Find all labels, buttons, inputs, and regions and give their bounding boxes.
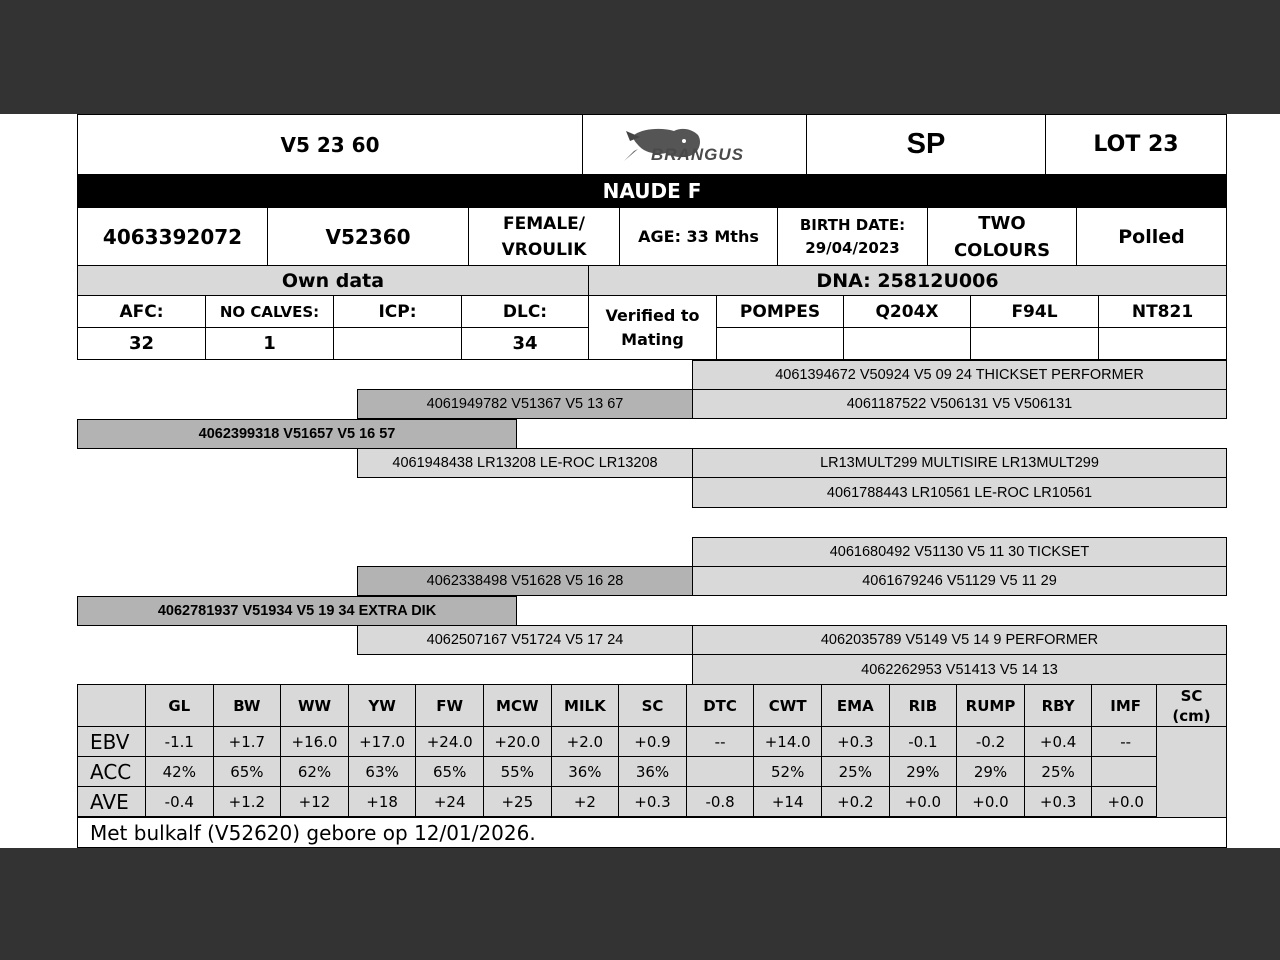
icp-header: ICP: (333, 295, 462, 328)
ebv-cell: 29% (956, 756, 1025, 787)
sex-line2: VROULIK (501, 239, 587, 260)
ebv-cell: -0.8 (686, 786, 755, 817)
ebv-cell: +18 (348, 786, 417, 817)
ebv-col-header-rib: RIB (889, 684, 958, 727)
id-code: V5 23 60 (77, 114, 583, 175)
dam-dam-sire: 4062035789 V5149 V5 14 9 PERFORMER (692, 625, 1227, 655)
ebv-cell: 42% (145, 756, 214, 787)
ebv-cell (1091, 756, 1160, 787)
ebv-row-label-ebv: EBV (77, 726, 146, 757)
sire-sire: 4061949782 V51367 V5 13 67 (357, 389, 693, 419)
ebv-col-header-bw: BW (213, 684, 282, 727)
sire-sire-dam: 4061187522 V506131 V5 V506131 (692, 389, 1227, 419)
dna-pompes-value (716, 327, 844, 360)
ebv-cell: 25% (1024, 756, 1093, 787)
sire-sire-sire: 4061394672 V50924 V5 09 24 THICKSET PERFORMER (692, 360, 1227, 390)
ebv-cell: +25 (483, 786, 552, 817)
own-data-title: Own data (77, 265, 589, 296)
ebv-cell: +0.0 (956, 786, 1025, 817)
grade: SP (806, 114, 1046, 175)
ebv-cell: +12 (280, 786, 349, 817)
ebv-col-header-fw: FW (415, 684, 484, 727)
dlc-value: 34 (461, 327, 589, 360)
dam-dam: 4062507167 V51724 V5 17 24 (357, 625, 693, 655)
birth-date-value: 29/04/2023 (805, 238, 900, 257)
ebv-col-header-milk: MILK (551, 684, 620, 727)
dna-f94l-value (970, 327, 1099, 360)
dam-sire: 4062338498 V51628 V5 16 28 (357, 566, 693, 596)
ebv-cell: +0.0 (1091, 786, 1160, 817)
no-calves-value: 1 (205, 327, 334, 360)
ebv-cell: -- (686, 726, 755, 757)
sire: 4062399318 V51657 V5 16 57 (77, 419, 517, 449)
ebv-col-header-mcw: MCW (483, 684, 552, 727)
sc-cm-value (1156, 726, 1227, 818)
ebv-cell: +16.0 (280, 726, 349, 757)
ebv-cell: 65% (415, 756, 484, 787)
dam-sire-sire: 4061680492 V51130 V5 11 30 TICKSET (692, 537, 1227, 567)
dam-sire-dam: 4061679246 V51129 V5 11 29 (692, 566, 1227, 596)
sex (468, 207, 620, 266)
birth-date (777, 207, 928, 266)
sire-dam-sire: LR13MULT299 MULTISIRE LR13MULT299 (692, 448, 1227, 478)
ebv-col-header-yw: YW (348, 684, 417, 727)
ebv-cell: +2 (551, 786, 620, 817)
ebv-cell: +0.4 (1024, 726, 1093, 757)
ebv-cell: +14.0 (753, 726, 822, 757)
verified-line1: Verified to (605, 305, 700, 325)
horn-status: Polled (1076, 207, 1227, 266)
verified-line2: Mating (621, 329, 684, 349)
dam: 4062781937 V51934 V5 19 34 EXTRA DIK (77, 596, 517, 626)
ebv-col-header-imf: IMF (1091, 684, 1160, 727)
ebv-cell: +1.2 (213, 786, 282, 817)
ebv-col-header-rby: RBY (1024, 684, 1093, 727)
sc-cm-header (1156, 684, 1227, 727)
ebv-cell: 62% (280, 756, 349, 787)
ebv-cell: 29% (889, 756, 958, 787)
dna-q204x-header: Q204X (843, 295, 971, 328)
ebv-cell: 65% (213, 756, 282, 787)
colour-line1: TWO (978, 212, 1026, 234)
ebv-cell: 63% (348, 756, 417, 787)
tattoo: V52360 (267, 207, 469, 266)
ebv-cell: -0.1 (889, 726, 958, 757)
ebv-corner-header (77, 684, 146, 727)
ebv-col-header-cwt: CWT (753, 684, 822, 727)
ebv-cell: +0.3 (1024, 786, 1093, 817)
ebv-cell: 36% (551, 756, 620, 787)
ebv-cell: +17.0 (348, 726, 417, 757)
ebv-cell: 52% (753, 756, 822, 787)
lot-number: LOT 23 (1045, 114, 1227, 175)
afc-value: 32 (77, 327, 206, 360)
dlc-header: DLC: (461, 295, 589, 328)
ebv-cell: 36% (618, 756, 687, 787)
ebv-cell: -- (1091, 726, 1160, 757)
icp-value (333, 327, 462, 360)
sire-dam-dam: 4061788443 LR10561 LE-ROC LR10561 (692, 477, 1227, 508)
ebv-cell: +2.0 (551, 726, 620, 757)
registration-number: 4063392072 (77, 207, 268, 266)
ebv-cell: -0.4 (145, 786, 214, 817)
catalogue-card (0, 114, 1280, 848)
no-calves-header: NO CALVES: (205, 295, 334, 328)
brangus-logo (582, 114, 807, 175)
animal-name: NAUDE F (77, 174, 1227, 208)
colour (927, 207, 1077, 266)
ebv-cell: 25% (821, 756, 890, 787)
ebv-cell: +1.7 (213, 726, 282, 757)
sex-line1: FEMALE/ (503, 213, 585, 234)
ebv-row-label-acc: ACC (77, 756, 146, 787)
ebv-cell: +14 (753, 786, 822, 817)
dna-f94l-header: F94L (970, 295, 1099, 328)
dam-dam-dam: 4062262953 V51413 V5 14 13 (692, 654, 1227, 685)
ebv-row-label-ave: AVE (77, 786, 146, 817)
dna-nt821-header: NT821 (1098, 295, 1227, 328)
ebv-col-header-dtc: DTC (686, 684, 755, 727)
sire-dam: 4061948438 LR13208 LE-ROC LR13208 (357, 448, 693, 478)
ebv-cell: +0.0 (889, 786, 958, 817)
colour-line2: COLOURS (953, 239, 1051, 261)
ebv-col-header-ema: EMA (821, 684, 890, 727)
ebv-cell: -0.2 (956, 726, 1025, 757)
sc-cm-line1: SC (1180, 686, 1203, 705)
age: AGE: 33 Mths (619, 207, 778, 266)
ebv-cell: +0.9 (618, 726, 687, 757)
ebv-col-header-ww: WW (280, 684, 349, 727)
ebv-cell: +0.3 (618, 786, 687, 817)
ebv-col-header-sc: SC (618, 684, 687, 727)
logo-text: BRANGUS (651, 145, 744, 164)
ebv-cell: +24 (415, 786, 484, 817)
birth-date-label: BIRTH DATE: (799, 215, 906, 234)
ebv-cell: +0.2 (821, 786, 890, 817)
ebv-cell (686, 756, 755, 787)
ebv-cell: 55% (483, 756, 552, 787)
ebv-cell: +24.0 (415, 726, 484, 757)
ebv-cell: -1.1 (145, 726, 214, 757)
ebv-col-header-rump: RUMP (956, 684, 1025, 727)
dna-nt821-value (1098, 327, 1227, 360)
dna-pompes-header: POMPES (716, 295, 844, 328)
afc-header: AFC: (77, 295, 206, 328)
dna-q204x-value (843, 327, 971, 360)
dna-title: DNA: 25812U006 (588, 265, 1227, 296)
note: Met bulkalf (V52620) gebore op 12/01/2026. (77, 817, 1227, 848)
sc-cm-line2: (cm) (1172, 706, 1211, 725)
ebv-cell: +0.3 (821, 726, 890, 757)
ebv-col-header-gl: GL (145, 684, 214, 727)
ebv-cell: +20.0 (483, 726, 552, 757)
verified-to-mating (588, 295, 717, 360)
